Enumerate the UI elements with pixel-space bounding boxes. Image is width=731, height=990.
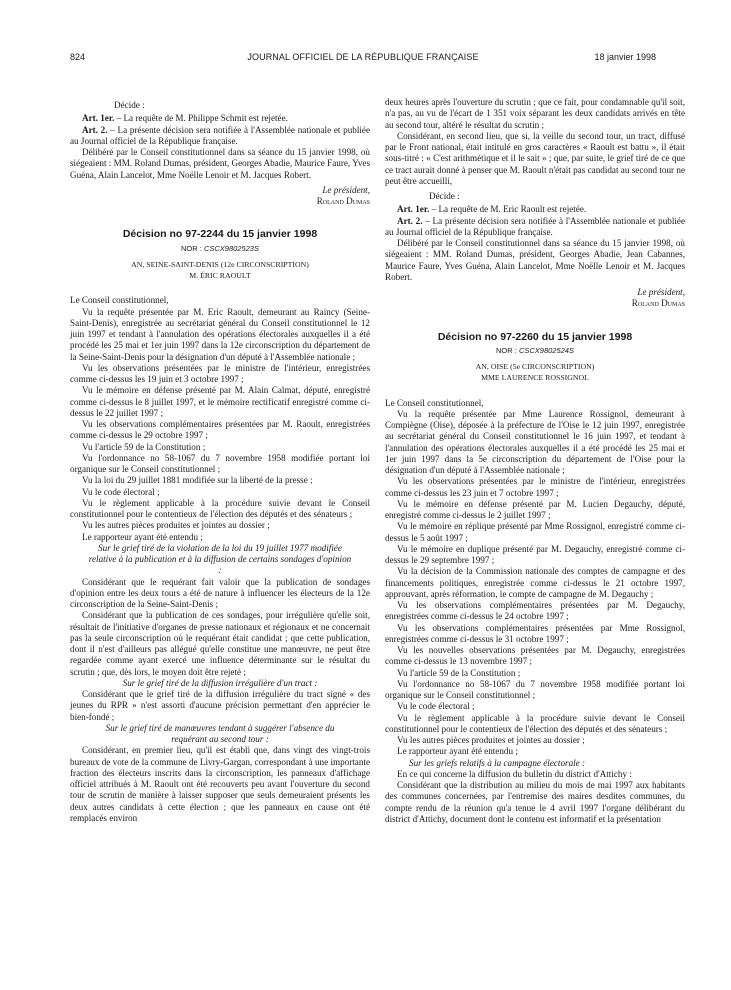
nor-reference (70, 243, 370, 254)
nor-label: NOR : (181, 243, 204, 253)
paragraph: Vu les observations complémentaires présentées par M. Degauchy, enregistrées comme ci-dessus le 24 octobre 1997 ; (385, 600, 685, 622)
decision-title: Décision no 97-2244 du 15 janvier 1998 (122, 228, 318, 241)
paragraph: Le Conseil constitutionnel, (70, 295, 169, 306)
party-name: MME LAURENCE ROSSIGNOL (481, 373, 589, 383)
grief-heading: Sur le grief tiré de manœuvres tendant à suggérer l'absence du requérant au second tour : (105, 722, 335, 744)
paragraph: Vu le mémoire en défense présenté par M. Alain Calmat, député, enregistré comme ci-dessus le 8 juillet 1997, et le mémoire rectificatif enregistré comme ci-dessus le 22 juillet 1997 ; (70, 385, 370, 418)
paragraph: Vu le règlement applicable à la procédure suivie devant le Conseil constitutionnel pour le contentieux de l'élection des députés et des sénateurs ; (385, 712, 685, 734)
right-column (385, 97, 685, 825)
paragraph: Vu la requête présentée par M. Eric Raoult, demeurant au Raincy (Seine-Saint-Denis), enregistrée au secrétariat général du Conseil constitutionnel le 12 juin 1997 et tendant à l'annulation des opérations électorales auxquelles il a été procédé les 25 mai et 1er juin 1997 dans la 12e circonscription du département de la Seine-Saint-Denis pour la désignation d'un député à l'Assemblée nationale ; (70, 306, 370, 362)
paragraph: Considérant que le requérant fait valoir que la publication de sondages d'opinion entre les deux tours a été de nature à influencer les électeurs de la 12e circonscription de la Seine-Saint-Denis ; (70, 576, 370, 609)
paragraph: Considérant que la distribution au milieu du mois de mai 1997 aux habitants des communes concernées, par l'entremise des maires desdites communes, du compte rendu de la réunion qu'a tenue le 4 avril 1997 l'organe délibérant du district d'Attichy, document dont le contenu est informatif et la présentation (385, 780, 685, 824)
paragraph: Vu les observations complémentaires présentées par Mme Rossignol, enregistrées comme ci-dessus le 31 octobre 1997 ; (385, 622, 685, 644)
nor-code: CSCX9802524S (518, 345, 574, 355)
paragraph: Vu les observations présentées par le ministre de l'intérieur, enregistrées comme ci-dessus les 19 juin et 3 octobre 1997 ; (70, 362, 370, 384)
article-2 (70, 125, 370, 148)
sub-heading: En ce qui concerne la diffusion du bulletin du district d'Attichy : (397, 768, 632, 779)
article-2-label: Art. 2. (397, 215, 423, 226)
left-column (70, 100, 370, 824)
signature-role: Le président, (322, 184, 370, 195)
paragraph: Considérant que la publication de ces sondages, pour irrégulière qu'elle soit, résultait de l'initiative d'organes de presse nationaux et régionaux et ne concernait pas la seule circonscription où le requérant était candidat ; que cette publication, dont il n'est d'ailleurs pas allégué qu'elle constitue une manœuvre, ne peut être regardée comme ayant exercé une influence déterminante sur le résultat du scrutin ; que, dès lors, le moyen doit être rejeté ; (70, 610, 370, 677)
issue-date: 18 janvier 1998 (594, 52, 656, 62)
paragraph: deux heures après l'ouverture du scrutin ; que ce fait, pour condamnable qu'il soit, n'a pas, au vu de l'écart de 1 351 voix séparant les deux candidats arrivés en tête au second tour, altéré le résultat du scrutin ; (385, 97, 685, 130)
grief-heading: Sur le grief tiré de la diffusion irrégulière d'un tract : (122, 677, 318, 688)
decision-title: Décision no 97-2260 du 15 janvier 1998 (437, 330, 633, 343)
article-2-label: Art. 2. (82, 124, 108, 135)
paragraph: Vu la requête présentée par Mme Laurence Rossignol, demeurant à Compiègne (Oise), déposée à la préfecture de l'Oise le 12 juin 1997, enregistrée au secrétariat général du Conseil constitutionnel le 16 juin 1997, et tendant à l'annulation des opérations électorales auxquelles il a été procédé les 25 mai et 1er juin 1997 dans la 5e circonscription du département de l'Oise pour la désignation d'un député à l'Assemblée nationale ; (385, 408, 685, 475)
paragraph: Vu le mémoire en défense présenté par M. Lucien Degauchy, député, enregistré comme ci-dessus le 2 juillet 1997 ; (385, 498, 685, 520)
nor-reference (385, 345, 685, 356)
deliberation: Délibéré par le Conseil constitutionnel dans sa séance du 15 janvier 1998, où siégeaient : MM. Roland Dumas, président, Georges Abadie, Maurice Faure, Yves Guéna, Alain Lancelot, Mme Noëlle Lenoir et M. Jacques Robert. (70, 147, 370, 180)
paragraph: Vu l'article 59 de la Constitution ; (82, 441, 206, 452)
decide-label: Décide : (114, 100, 145, 110)
paragraph: Vu l'ordonnance no 58-1067 du 7 novembre 1958 modifiée portant loi organique sur le Conseil constitutionnel ; (70, 452, 370, 474)
paragraph: Vu les observations présentées par le ministre de l'intérieur, enregistrées comme ci-dessus les 23 juin et 7 octobre 1997 ; (385, 476, 685, 498)
paragraph: Vu le code électoral ; (82, 486, 160, 497)
paragraph: Vu le code électoral ; (397, 701, 475, 712)
page-header (70, 52, 656, 66)
paragraph: Vu les nouvelles observations présentées par M. Degauchy, enregistrées comme ci-dessus le 13 novembre 1997 ; (385, 645, 685, 667)
paragraph: Le rapporteur ayant été entendu ; (82, 531, 203, 542)
paragraph: Vu l'article 59 de la Constitution ; (397, 667, 521, 678)
paragraph: Vu le mémoire en duplique présenté par M. Degauchy, enregistré comme ci-dessus le 29 septembre 1997 ; (385, 543, 685, 565)
paragraph: Vu la loi du 29 juillet 1881 modifiée sur la liberté de la presse ; (82, 475, 313, 486)
paragraph: Considérant, en second lieu, que si, la veille du second tour, un tract, diffusé par le Front national, était intitulé en gros caractères « Raoult est battu », il était sous-titré : « C'est arithmétique et il le sait » ; que, par suite, le grief tiré de ce que ce tract aurait donné à penser que M. Raoult n'était pas candidat au second tour ne peut être accueilli, (385, 130, 685, 186)
article-1 (70, 113, 370, 124)
paragraph: Vu le règlement applicable à la procédure suivie devant le Conseil constitutionnel pour le contentieux de l'élection des députés et des sénateurs ; (70, 497, 370, 519)
grief-heading: Sur le grief tiré de la violation de la loi du 19 juillet 1977 modifiée relative à la publication et à la diffusion de certains sondages d'opinion : (88, 542, 352, 576)
paragraph: Vu les observations complémentaires présentées par M. Raoult, enregistrées comme ci-dessus le 29 octobre 1997 ; (70, 419, 370, 441)
article-1-label: Art. 1er. (82, 113, 115, 124)
article-2-text: – La présente décision sera notifiée à l'Assemblée nationale et publiée au Journal officiel de la République française. (385, 215, 685, 237)
article-2 (385, 216, 685, 239)
decide-label: Décide : (429, 191, 460, 201)
page-number: 824 (70, 52, 86, 62)
signature-name: Roland Dumas (631, 298, 685, 309)
party-name: M. ÉRIC RAOULT (189, 271, 251, 280)
paragraph: Vu la décision de la Commission nationale des comptes de campagne et des financements politiques, enregistrée comme ci-dessus le 21 octobre 1997, approuvant, après réformation, le compte de campagne de M. Degauchy ; (385, 566, 685, 599)
signature-name: Roland Dumas (316, 196, 370, 206)
constituency: AN, OISE (5e CIRCONSCRIPTION) (475, 362, 595, 371)
article-1-text: – La requête de M. Eric Raoult est rejetée. (429, 204, 587, 215)
paragraph: Vu les autres pièces produites et jointes au dossier ; (397, 735, 585, 745)
nor-label: NOR : (496, 345, 519, 355)
paragraph: Le rapporteur ayant été entendu ; (397, 746, 518, 757)
paragraph: Considérant, en premier lieu, qu'il est établi que, dans vingt des vingt-trois bureaux de vote de la commune de Livry-Gargan, correspondant à une importante fraction des électeurs inscrits dans la circonscription, les panneaux d'affichage officiel attribués à M. Raoult ont été recouverts peu avant l'ouverture du second tour de scrutin de manière à laisser supposer que seuls demeuraient présents les deux autres candidats à cette élection ; que les panneaux en cause ont été remplacés environ (70, 745, 370, 823)
constituency: AN, SEINE-SAINT-DENIS (12e CIRCONSCRIPTION) (131, 259, 309, 269)
paragraph: Considérant que le grief tiré de la diffusion irrégulière du tract signé « des jeunes du RPR » n'est assorti d'aucune précision permettant d'en apprécier le bien-fondé ; (70, 689, 370, 722)
article-1-label: Art. 1er. (397, 204, 430, 215)
deliberation: Délibéré par le Conseil constitutionnel dans sa séance du 15 janvier 1998, où siégeaient : MM. Roland Dumas, président, Georges Abadie, Jean Cabannes, Maurice Faure, Yves Guéna, Alain Lancelot, Mme Noëlle Lenoir et M. Jacques Robert. (385, 238, 685, 282)
nor-code: CSCX9802523S (203, 243, 259, 253)
grief-heading: Sur les griefs relatifs à la campagne électorale : (409, 757, 586, 768)
signature-role: Le président, (637, 287, 685, 297)
article-2-text: – La présente décision sera notifiée à l'Assemblée nationale et publiée au Journal officiel de la République française. (70, 124, 370, 146)
article-1-text: – La requête de M. Philippe Schmit est rejetée. (114, 113, 288, 124)
article-1 (385, 204, 685, 215)
paragraph: Le Conseil constitutionnel, (385, 397, 484, 408)
paragraph: Vu les autres pièces produites et jointes au dossier ; (82, 520, 270, 531)
paragraph: Vu l'ordonnance no 58-1067 du 7 novembre 1958 modifiée portant loi organique sur le Conseil constitutionnel ; (385, 678, 685, 700)
paragraph: Vu le mémoire en réplique présenté par Mme Rossignol, enregistré comme ci-dessus le 5 août 1997 ; (385, 521, 685, 543)
journal-title: JOURNAL OFFICIEL DE LA RÉPUBLIQUE FRANÇAISE (247, 52, 479, 62)
